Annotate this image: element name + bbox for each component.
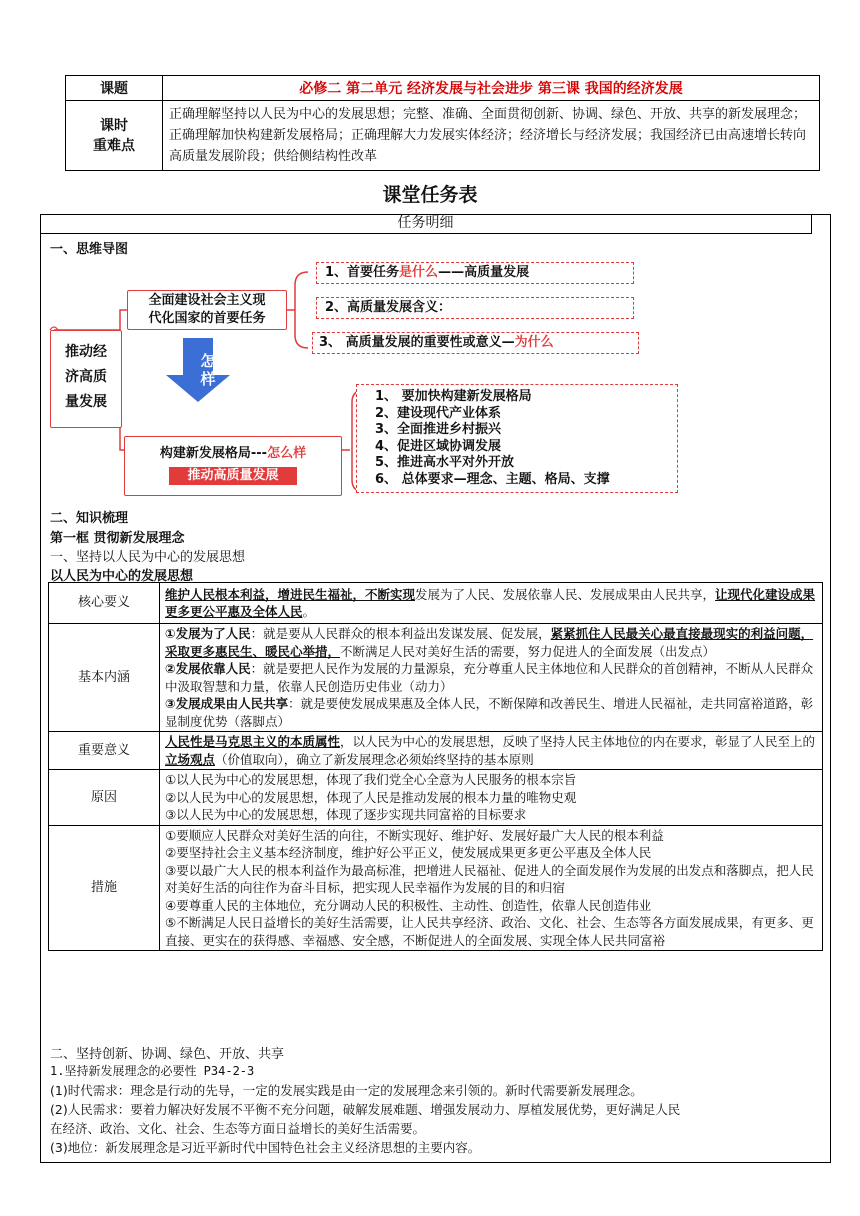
reason-line-3: ③以人民为中心的发展思想，体现了逐步实现共同富裕的目标要求 [165,807,527,822]
mindmap-list-item: 3、全面推进乡村振兴 [375,422,502,437]
measure-line-2: ②要坚持社会主义基本经济制度，维护好公平正义，使发展成果更多更公平惠及全体人民 [165,845,652,860]
row-label-significance: 重要意义 [49,732,160,770]
course-header-table [65,75,820,171]
core-text: 发展为了人民、发展依靠人民、发展成果由人民共享， [415,586,716,602]
subsection-1: 一、坚持以人民为中心的发展思想 [50,550,246,565]
meaning-para-2: ②发展依靠人民：就是要把人民作为发展的力量源泉，充分尊重人民主体地位和人民群众的首创精神，不断从人民群众中汲取智慧和力量，依靠人民创造历史伟业（动力） [165,661,814,694]
measure-line-3: ③要以最广大人民的根本利益作为最高标准，把增进人民福祉、促进人的全面发展作为发展的出发点和落脚点，把人民对美好生活的向往作为奋斗目标，把实现人民幸福作为发展的目的和归宿 [165,862,814,895]
row-label-core: 核心要义 [49,583,160,624]
subsection-2: 二、坚持创新、协调、绿色、开放、共享 [50,1047,285,1062]
leaf2-text: 2、高质量发展含义： [325,300,452,315]
row-content-meaning [160,624,823,732]
task-header: 任务明细 [40,214,812,234]
table-row [49,825,823,951]
knowledge-table [48,582,823,951]
branch2-text-a: 构建新发展格局--- [159,446,268,461]
subsection-1b: 以人民为中心的发展思想 [50,569,194,584]
mindmap-leaf-2 [316,297,634,319]
row-content-reason [160,770,823,826]
measure-line-4: ④要尊重人民的主体地位，充分调动人民的积极性、主动性、创造性，依靠人民创造伟业 [165,897,652,913]
leaf3-text-b: 为什么 [514,335,554,350]
row-content-measures [160,825,823,951]
keypoints-label-line1: 课时 [100,117,128,134]
mindmap-root [50,330,122,428]
keypoints-value: 正确理解坚持以人民为中心的发展思想；完整、准确、全面贯彻创新、协调、绿色、开放、共享的新发展理念；正确理解加快构建新发展格局；正确理解大力发展实体经济；经济增长与经济发展；我国经济已由高速增长转向高质量发展阶段；供给侧结构性改革 [163,101,820,171]
necessity-point-2b: 在经济、政治、文化、社会、生态等方面日益增长的美好生活需要。 [50,1121,426,1136]
necessity-point-2a: (2)人民需求：要着力解决好发展不平衡不充分问题，破解发展难题、增强发展动力、厚植发展优势，更好满足人民 [50,1102,681,1117]
frame-title: 第一框 贯彻新发展理念 [50,531,185,546]
branch2-highlight: 推动高质量发展 [169,467,297,485]
table-row [49,624,823,732]
reason-line-2: ②以人民为中心的发展思想，体现了人民是推动发展的根本力量的唯物史观 [165,789,577,805]
leaf1-text-a: 1、首要任务 [325,265,400,280]
leaf1-text-b: 是什么 [399,265,439,280]
table-row [49,583,823,624]
row-label-meaning: 基本内涵 [49,624,160,732]
mindmap-branch-task [127,290,287,330]
connector-root-branch1 [112,310,128,330]
mindmap-leaf-1 [316,262,634,284]
brace-branch1 [285,272,308,348]
measure-line-1: ①要顺应人民群众对美好生活的向往，不断实现好、维护好、发展好最广大人民的根本利益 [165,827,664,843]
measure-line-5: ⑤不断满足人民日益增长的美好生活需要，让人民共享经济、政治、文化、社会、生态等各方面发展成果，有更多、更直接、更实在的获得感、幸福感、安全感，不断促进人的全面发展、实现全体人民共同富裕 [165,915,814,948]
row-content-significance: 人民性是马克思主义的本质属性，以人民为中心的发展思想，反映了坚持人民主体地位的内在要求，彰显了人民至上的立场观点（价值取向），确立了新发展理念必须始终坚持的基本原则 [160,732,823,770]
mindmap-list-item: 2、建设现代产业体系 [375,405,502,421]
leaf1-text-c: ——高质量发展 [438,265,530,280]
core-underlined-2: 让现代化建设成果更多更公平惠及全体人民 [165,586,816,619]
necessity-point-1: (1)时代需求：理念是行动的先导，一定的发展实践是由一定的发展理念来引领的。新时代需要新发展理念。 [50,1083,643,1098]
row-label-measures: 措施 [49,825,160,951]
arrow-label-1: 怎 [200,352,216,370]
page-title: 课堂任务表 [382,184,478,206]
topic-label: 课题 [66,76,163,101]
core-underlined: 维护人民根本利益，增进民生福祉，不断实现 [165,586,416,602]
table-row [49,732,823,770]
branch2-text-b: 怎么样 [267,446,307,461]
topic-value: 必修二 第二单元 经济发展与社会进步 第三课 我国的经济发展 [163,76,820,101]
mindmap-branch-pattern [124,436,342,496]
mindmap-list-item: 1、 要加快构建新发展格局 [375,389,532,404]
section-mindmap-title: 一、思维导图 [50,242,129,257]
root-line1: 推动经 [65,344,107,360]
mindmap-list-item: 4、促进区域协调发展 [375,438,502,454]
reason-line-1: ①以人民为中心的发展思想，体现了我们党全心全意为人民服务的根本宗旨 [165,772,577,787]
row-label-reason: 原因 [49,770,160,826]
arrow-label-2: 样 [200,370,216,388]
mindmap-leaf-3 [312,332,639,354]
mindmap-list-item: 6、 总体要求—理念、主题、格局、支撑 [375,471,610,487]
keypoints-label [66,101,163,171]
keypoints-label-line2: 重难点 [93,137,135,154]
mindmap-list [356,384,678,493]
necessity-point-3: (3)地位：新发展理念是习近平新时代中国特色社会主义经济思想的主要内容。 [50,1140,481,1155]
how-arrow-label [190,352,226,388]
meaning-para-1: ①发展为了人民：就是要从人民群众的根本利益出发谋发展、促发展，紧紧抓住人民最关心最直接最现实的利益问题，采取更多惠民生、暖民心举措，不断满足人民对美好生活的需要，努力促进人的全面发展（出发点） [165,626,814,659]
subsection-2-1: 1.坚持新发展理念的必要性 P34-2-3 [50,1064,255,1078]
core-end: 。 [302,604,316,619]
root-line2: 济高质 [65,369,107,385]
leaf3-text-a: 3、 高质量发展的重要性或意义— [319,335,515,350]
branch1-line1: 全面建设社会主义现 [148,293,266,308]
meaning-para-3: ③发展成果由人民共享：就是要使发展成果惠及全体人民，不断保障和改善民生、增进人民福祉，走共同富裕道路，彰显制度优势（落脚点） [165,696,814,729]
root-line3: 量发展 [65,394,107,410]
section-knowledge-title: 二、知识梳理 [50,511,129,526]
mindmap-list-item: 5、推进高水平对外开放 [375,455,515,470]
branch1-line2: 代化国家的首要任务 [148,311,266,326]
row-content-core [160,583,823,624]
table-row [49,770,823,826]
